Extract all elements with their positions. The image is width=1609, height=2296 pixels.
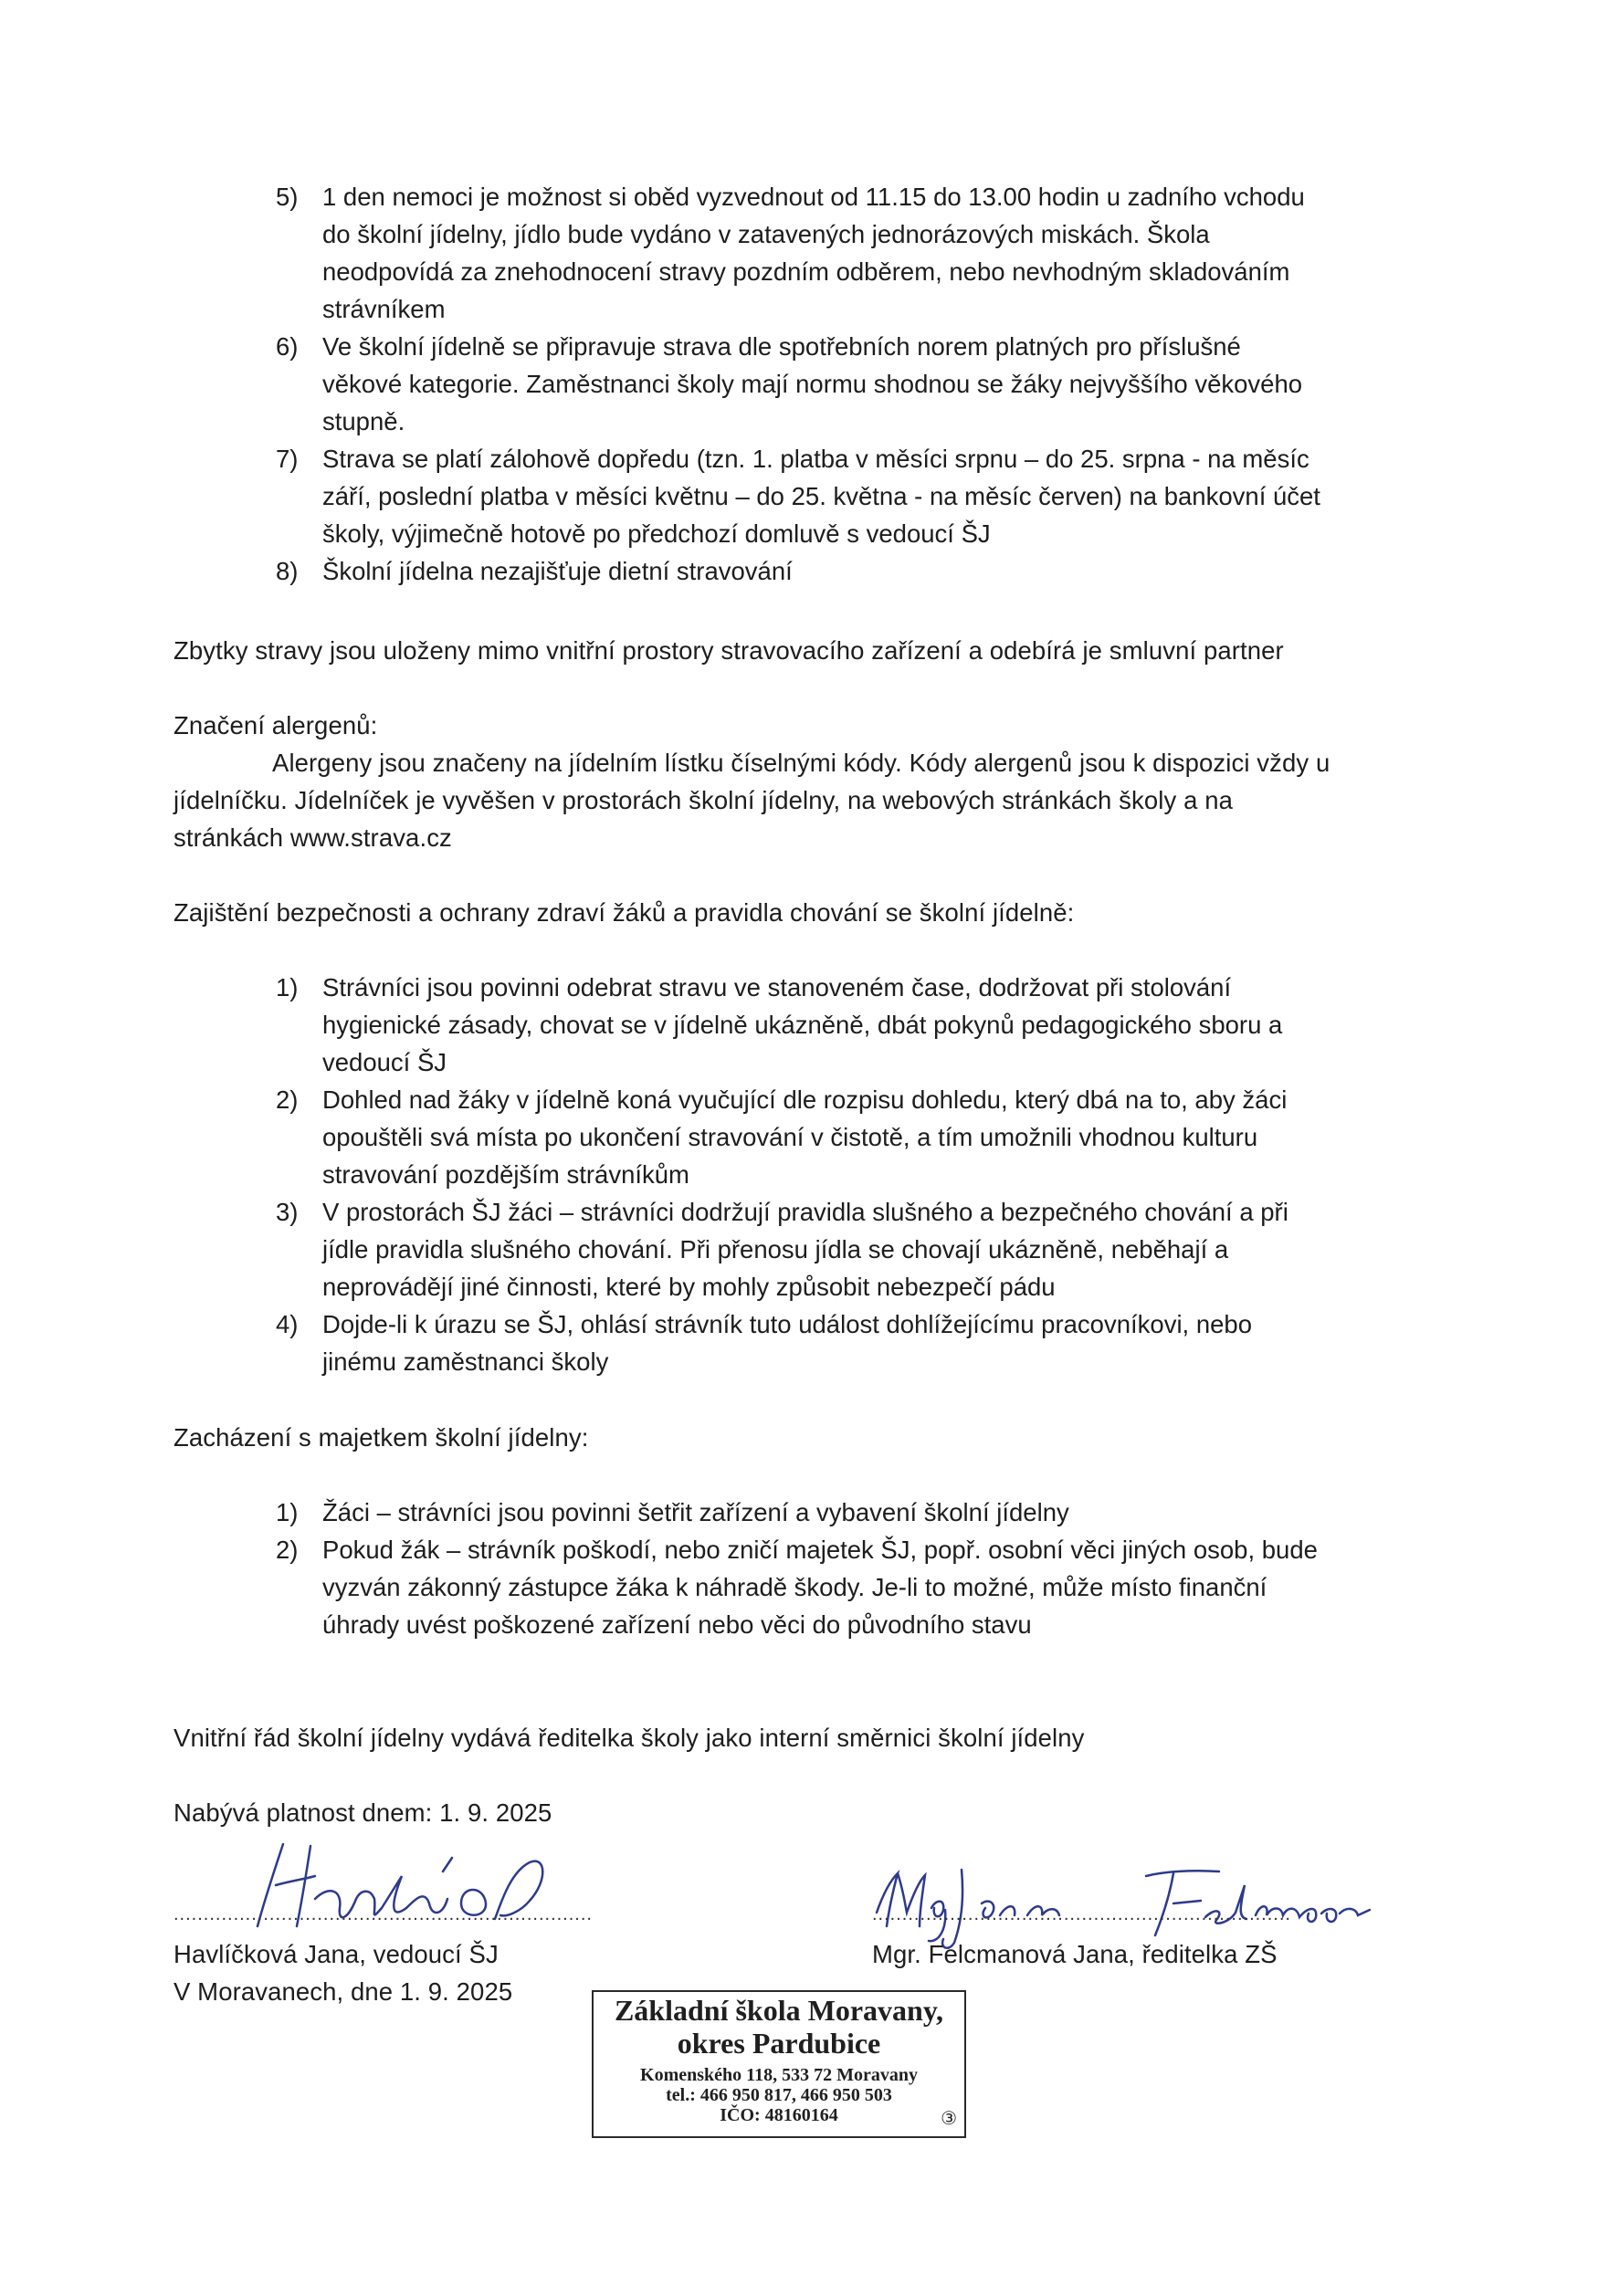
text-line: V prostorách ŠJ žáci – strávníci dodržují pravidla slušného a bezpečného chování a při xyxy=(322,1198,1288,1226)
text-line: stupně. xyxy=(322,407,405,435)
list-item-text xyxy=(322,440,1320,552)
list-item-text xyxy=(322,178,1305,328)
stamp-line: Základní škola Moravany, xyxy=(614,1994,944,2027)
text-line: Žáci – strávníci jsou povinni šetřit zařízení a vybavení školní jídelny xyxy=(322,1498,1069,1526)
allergens-line: stránkách www.strava.cz xyxy=(174,823,452,852)
text-line: neprovádějí jiné činnosti, které by mohly způsobit nebezpečí pádu xyxy=(322,1273,1056,1301)
list-item-number: 5) xyxy=(276,183,299,211)
text-line: Strava se platí zálohově dopředu (tzn. 1. platba v měsíci srpnu – do 25. srpna - na měsíc xyxy=(322,445,1309,473)
issued-statement: Vnitřní řád školní jídelny vydává ředitelka školy jako interní směrnici školní jídelny xyxy=(174,1724,1085,1752)
stamp-line: okres Pardubice xyxy=(677,2027,881,2060)
text-line: Dojde-li k úrazu se ŠJ, ohlásí strávník tuto událost dohlížejícímu pracovníkovi, nebo xyxy=(322,1310,1253,1338)
valid-from: Nabývá platnost dnem: 1. 9. 2025 xyxy=(174,1798,552,1827)
list-item-text xyxy=(322,328,1302,440)
leftovers-paragraph: Zbytky stravy jsou uloženy mimo vnitřní prostory stravovacího zařízení a odebírá je smluvní partner xyxy=(174,636,1284,665)
list-item-text xyxy=(322,1305,1252,1380)
signature-right xyxy=(872,1862,1383,1945)
allergens-heading: Značení alergenů: xyxy=(174,711,378,739)
signature-line-right: ...................................................................... xyxy=(872,1904,1291,1924)
list-item-text xyxy=(322,1081,1287,1193)
list-item-text xyxy=(322,1531,1318,1643)
stamp-line: Komenského 118, 533 72 Moravany xyxy=(640,2065,918,2085)
text-line: Dohled nad žáky v jídelně koná vyučující dle rozpisu dohledu, který dbá na to, aby žáci xyxy=(322,1085,1288,1114)
text-line: Strávníci jsou povinni odebrat stravu ve stanoveném čase, dodržovat při stolování xyxy=(322,973,1232,1001)
stamp-line: tel.: 466 950 817, 466 950 503 xyxy=(666,2085,892,2105)
text-line: vedoucí ŠJ xyxy=(322,1048,447,1076)
school-stamp xyxy=(592,1990,966,2138)
right-signatory-name: Mgr. Felcmanová Jana, ředitelka ZŠ xyxy=(872,1940,1278,1968)
list-item-text xyxy=(322,1494,1069,1531)
list-item-number: 1) xyxy=(276,973,299,1001)
signature-line-left: ...................................................................... xyxy=(174,1904,593,1924)
text-line: jídle pravidla slušného chování. Při přenosu jídla se chovají ukázněně, neběhají a xyxy=(322,1235,1229,1263)
list-item-number: 2) xyxy=(276,1536,299,1564)
text-line: stravování pozdějším strávníkům xyxy=(322,1160,689,1189)
text-line: opouštěli svá místa po ukončení stravování v čistotě, a tím umožnili vhodnou kulturu xyxy=(322,1123,1258,1151)
text-line: září, poslední platba v měsíci květnu – do 25. května - na měsíc červen) na bankovní účet xyxy=(322,482,1320,510)
text-line: vyzván zákonný zástupce žáka k náhradě škody. Je-li to možné, může místo finanční xyxy=(322,1573,1267,1601)
text-line: jinému zaměstnanci školy xyxy=(322,1347,609,1376)
stamp-mark: ③ xyxy=(941,2109,957,2129)
list-item-text xyxy=(322,552,793,590)
allergens-line: Alergeny jsou značeny na jídelním lístku číselnými kódy. Kódy alergenů jsou k dispozici vždy u xyxy=(272,749,1330,777)
text-line: věkové kategorie. Zaměstnanci školy mají normu shodnou se žáky nejvyššího věkového xyxy=(322,370,1303,398)
left-signatory-name: Havlíčková Jana, vedoucí ŠJ xyxy=(174,1940,499,1968)
place-and-date: V Moravanech, dne 1. 9. 2025 xyxy=(174,1977,513,2006)
list-item-number: 6) xyxy=(276,332,299,361)
text-line: Ve školní jídelně se připravuje strava dle spotřebních norem platných pro příslušné xyxy=(322,332,1241,361)
text-line: neodpovídá za znehodnocení stravy pozdním odběrem, nebo nevhodným skladováním xyxy=(322,257,1290,286)
list-item-number: 8) xyxy=(276,557,299,585)
list-item-number: 3) xyxy=(276,1198,299,1226)
list-item-number: 2) xyxy=(276,1085,299,1114)
text-line: do školní jídelny, jídlo bude vydáno v zatavených jednorázových miskách. Škola xyxy=(322,220,1210,248)
text-line: Školní jídelna nezajišťuje dietní stravování xyxy=(322,557,793,585)
list-item-text xyxy=(322,969,1282,1081)
property-heading: Zacházení s majetkem školní jídelny: xyxy=(174,1423,589,1452)
text-line: úhrady uvést poškozené zařízení nebo věci do původního stavu xyxy=(322,1610,1032,1639)
allergens-line: jídelníčku. Jídelníček je vyvěšen v prostorách školní jídelny, na webových stránkách školy a na xyxy=(174,786,1233,814)
text-line: 1 den nemoci je možnost si oběd vyzvednout od 11.15 do 13.00 hodin u zadního vchodu xyxy=(322,183,1305,211)
text-line: strávníkem xyxy=(322,295,446,323)
list-item-number: 7) xyxy=(276,445,299,473)
text-line: hygienické zásady, chovat se v jídelně ukázněně, dbát pokynů pedagogického sboru a xyxy=(322,1011,1283,1039)
safety-heading: Zajištění bezpečnosti a ochrany zdraví žáků a pravidla chování se školní jídelně: xyxy=(174,898,1075,927)
stamp-line: IČO: 48160164 xyxy=(720,2105,838,2125)
text-line: školy, výjimečně hotově po předchozí domluvě s vedoucí ŠJ xyxy=(322,519,991,548)
list-item-number: 1) xyxy=(276,1498,299,1526)
list-item-text xyxy=(322,1193,1288,1305)
list-item-number: 4) xyxy=(276,1310,299,1338)
text-line: Pokud žák – strávník poškodí, nebo zničí majetek ŠJ, popř. osobní věci jiných osob, bude xyxy=(322,1536,1318,1564)
